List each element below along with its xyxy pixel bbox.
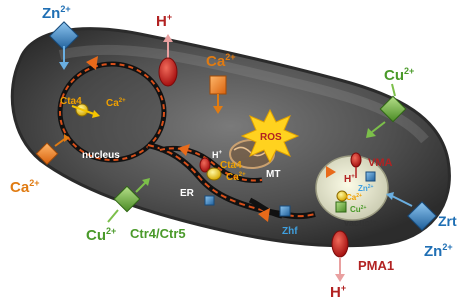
vacuole-label: vacuole	[344, 218, 378, 228]
cta4-er-label: Cta4	[220, 160, 242, 171]
zn-bottom-label: $Zn^{2+}$	[424, 242, 453, 260]
ca-nucleus-label: $Ca^{2+}$	[106, 98, 126, 109]
ca-er-label: $Ca^{2+}$	[226, 172, 246, 183]
nucleus-label: nucleus	[82, 150, 120, 161]
er-label: ER	[180, 188, 194, 199]
h-top-label: H+	[156, 12, 173, 30]
h-er-label: H+	[212, 150, 223, 160]
h-bottom-label: H+	[330, 283, 347, 301]
ros-label: ROS	[260, 132, 282, 143]
zn-top-label: $Zn^{2+}$	[42, 4, 71, 22]
zn-vac-label: $Zn^{2+}$	[358, 184, 374, 193]
cu-bottom-label: $Cu^{2+}$	[86, 226, 117, 244]
ca-top-label: $Ca^{2+}$	[206, 52, 236, 70]
ctr-label: Ctr4/Ctr5	[130, 226, 186, 241]
cta4-nucleus-label: Cta4	[60, 96, 82, 107]
mt-label: MT	[266, 169, 281, 180]
ca-vac-label: $Ca^{2+}$	[346, 193, 362, 202]
zhf-transporter	[280, 206, 290, 216]
cu-right-label: $Cu^{2+}$	[384, 66, 415, 84]
zrt-label: Zrt	[438, 213, 457, 229]
h-vac-label: H+	[344, 174, 355, 185]
pma1-pump	[332, 231, 348, 282]
cu-vac-label: $Cu^{2+}$	[350, 205, 367, 214]
ca-left-label: $Ca^{2+}$	[10, 178, 40, 196]
zhf-label: Zhf	[282, 226, 298, 237]
vma-label: VMA	[368, 157, 393, 169]
pma1-label: PMA1	[358, 258, 395, 273]
